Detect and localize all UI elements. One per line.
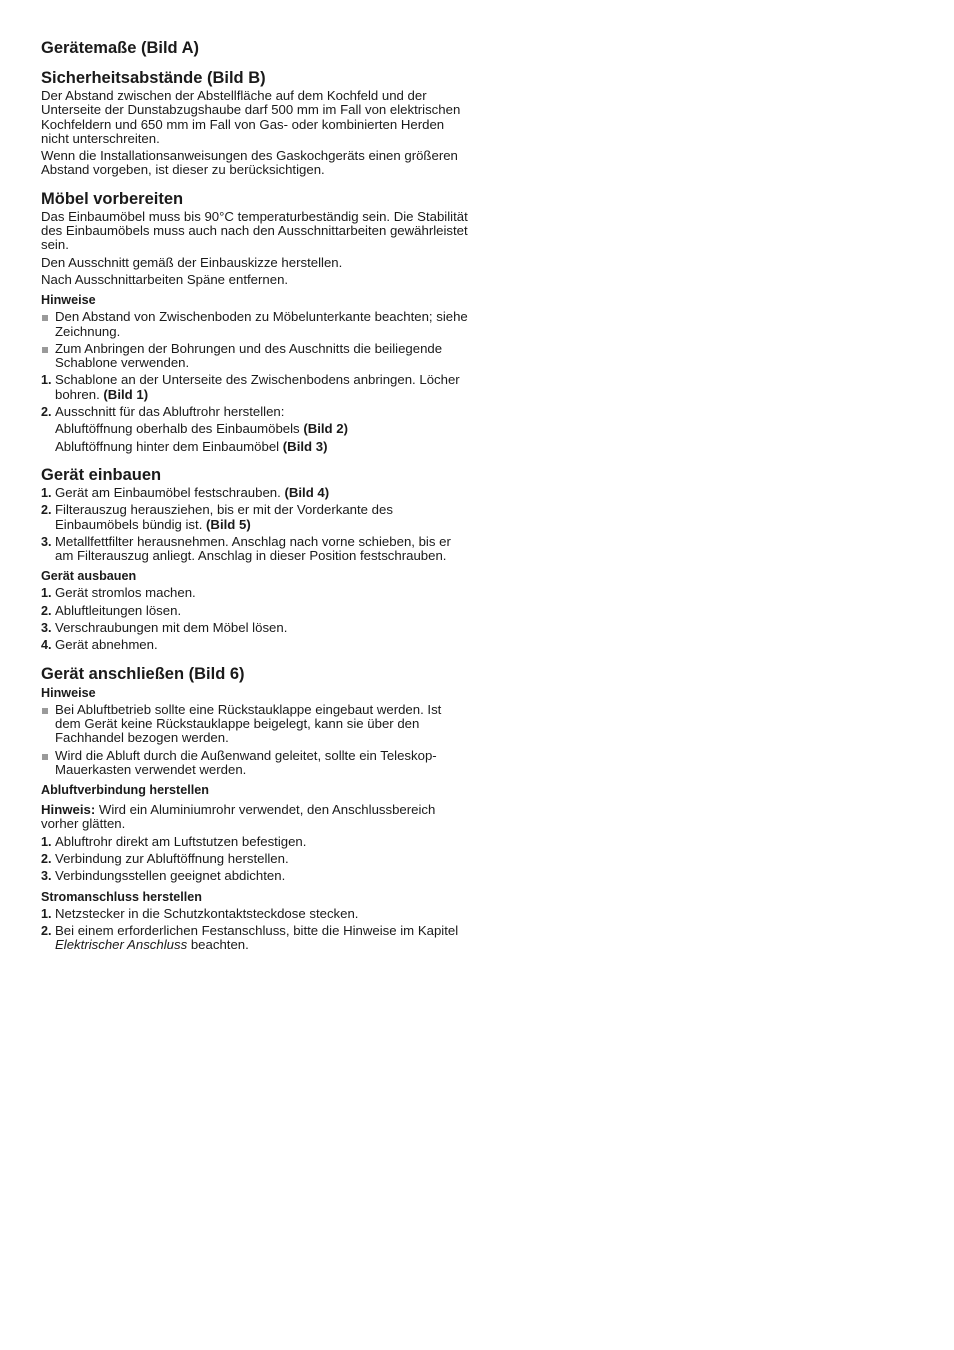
removal-steps-list	[41, 586, 469, 652]
figure-reference: (Bild 1)	[103, 386, 149, 402]
heading-dimensions: Gerätemaße (Bild A)	[41, 39, 200, 57]
list-item	[41, 373, 469, 402]
list-item	[41, 486, 469, 500]
heading-notes: Hinweise	[41, 293, 96, 308]
list-item-text: Wird die Abluft durch die Außenwand geleitet, sollte ein Teleskop-Mauerkasten verwendet werden.	[55, 747, 437, 777]
heading-safety-distances: Sicherheitsabstände (Bild B)	[41, 69, 266, 87]
note-label: Hinweis:	[41, 802, 96, 818]
subline-text: Abluftöffnung oberhalb des Einbaumöbels	[55, 421, 300, 437]
list-item	[41, 638, 469, 652]
furniture-notes-list	[41, 310, 469, 370]
furniture-paragraph-3: Nach Ausschnittarbeiten Späne entfernen.	[41, 271, 289, 287]
step-number: 2.	[41, 923, 52, 938]
list-item-text: Bei Abluftbetrieb sollte eine Rückstauklappe eingebaut werden. Ist dem Gerät keine Rückstauklappe beigelegt, kann sie über den Fachhandel bezogen werden.	[55, 701, 442, 746]
step-text: Ausschnitt für das Abluftrohr herstellen:	[55, 404, 285, 420]
heading-notes: Hinweise	[41, 685, 96, 700]
list-item	[41, 604, 469, 618]
step-text: Netzstecker in die Schutzkontaktsteckdose stecken.	[55, 905, 359, 921]
step-subline	[55, 440, 469, 454]
step-number: 4.	[41, 638, 52, 653]
list-item-text: Den Abstand von Zwischenboden zu Möbelunterkante beachten; siehe Zeichnung.	[55, 309, 468, 339]
exhaust-note	[41, 803, 469, 832]
step-number: 1.	[41, 834, 52, 849]
safety-paragraph-1: Der Abstand zwischen der Abstellfläche auf dem Kochfeld und der Unterseite der Dunstabzugshaube darf 500 mm im Fall von elektrischen Kochfeldern und 650 mm im Fall von Gas- oder kombinierten Herden nicht unterschreiten.	[41, 88, 461, 146]
list-item	[41, 869, 469, 883]
step-number: 2.	[41, 405, 52, 420]
list-item	[41, 703, 469, 746]
list-item	[41, 907, 469, 921]
step-number: 2.	[41, 503, 52, 518]
figure-reference: (Bild 5)	[206, 516, 251, 532]
list-item	[41, 852, 469, 866]
list-item	[41, 405, 469, 454]
step-text: Abluftrohr direkt am Luftstutzen befestigen.	[55, 833, 307, 849]
bullet-square-icon	[42, 754, 48, 760]
heading-remove-device: Gerät ausbauen	[41, 569, 137, 584]
note-text: Wird ein Aluminiumrohr verwendet, den Anschlussbereich vorher glätten.	[41, 802, 436, 832]
heading-install-device: Gerät einbauen	[41, 465, 162, 484]
list-item	[41, 586, 469, 600]
bullet-square-icon	[42, 347, 48, 353]
step-text: Verbindungsstellen geeignet abdichten.	[55, 868, 286, 884]
content-column	[41, 38, 469, 952]
step-number: 1.	[41, 373, 52, 388]
subline-text: Abluftöffnung hinter dem Einbaumöbel	[55, 438, 280, 454]
figure-reference: (Bild 4)	[284, 484, 330, 500]
list-item	[41, 749, 469, 778]
list-item-text: Zum Anbringen der Bohrungen und des Auschnitts die beiliegende Schablone verwenden.	[55, 340, 443, 371]
list-item	[41, 924, 469, 953]
power-steps-list	[41, 907, 469, 953]
step-number: 2.	[41, 851, 52, 866]
step-text: Metallfettfilter herausnehmen. Anschlag nach vorne schieben, bis er am Filterauszug anliegt. Anschlag in dieser Position festschrauben.	[55, 533, 451, 564]
step-text: beachten.	[190, 937, 249, 953]
list-item	[41, 310, 469, 339]
list-item	[41, 835, 469, 849]
heading-power-connection: Stromanschluss herstellen	[41, 889, 202, 904]
install-steps-list	[41, 486, 469, 563]
step-text: Gerät stromlos machen.	[55, 585, 196, 601]
figure-reference: (Bild 3)	[282, 438, 328, 454]
heading-exhaust-connection: Abluftverbindung herstellen	[41, 783, 209, 798]
step-number: 1.	[41, 485, 52, 500]
step-number: 1.	[41, 906, 52, 921]
furniture-paragraph-2: Den Ausschnitt gemäß der Einbauskizze herstellen.	[41, 254, 343, 270]
step-text: Gerät abnehmen.	[55, 637, 158, 653]
heading-prepare-furniture: Möbel vorbereiten	[41, 189, 184, 208]
step-text: Bei einem erforderlichen Festanschluss, bitte die Hinweise im Kapitel	[55, 922, 459, 938]
step-text: Verbindung zur Abluftöffnung herstellen.	[55, 850, 289, 866]
step-text: Gerät am Einbaumöbel festschrauben.	[55, 484, 281, 500]
furniture-steps-list	[41, 373, 469, 453]
list-item	[41, 621, 469, 635]
step-text: Filterauszug herausziehen, bis er mit der Vorderkante des Einbaumöbels bündig ist.	[55, 502, 393, 532]
bullet-square-icon	[42, 315, 48, 321]
chapter-reference: Elektrischer Anschluss	[55, 937, 188, 953]
connect-notes-list	[41, 703, 469, 777]
step-number: 2.	[41, 603, 52, 618]
bullet-square-icon	[42, 708, 48, 714]
step-text: Verschraubungen mit dem Möbel lösen.	[55, 620, 288, 636]
list-item	[41, 535, 469, 564]
exhaust-steps-list	[41, 835, 469, 884]
step-text: Abluftleitungen lösen.	[55, 602, 182, 618]
figure-reference: (Bild 2)	[303, 421, 349, 437]
heading-connect-device: Gerät anschließen (Bild 6)	[41, 664, 245, 683]
step-number: 3.	[41, 621, 52, 636]
step-number: 1.	[41, 586, 52, 601]
step-number: 3.	[41, 534, 52, 549]
step-text: Schablone an der Unterseite des Zwischenbodens anbringen. Löcher bohren.	[55, 372, 460, 402]
safety-paragraph-2: Wenn die Installationsanweisungen des Gaskochgeräts einen größeren Abstand vorgeben, ist dieser zu berücksichtigen.	[41, 148, 458, 178]
furniture-paragraph-1: Das Einbaumöbel muss bis 90°C temperaturbeständig sein. Die Stabilität des Einbaumöbels muss auch nach den Ausschnittarbeiten gewährleistet sein.	[41, 208, 468, 253]
list-item	[41, 342, 469, 371]
step-number: 3.	[41, 869, 52, 884]
step-subline	[55, 422, 469, 436]
list-item	[41, 503, 469, 532]
